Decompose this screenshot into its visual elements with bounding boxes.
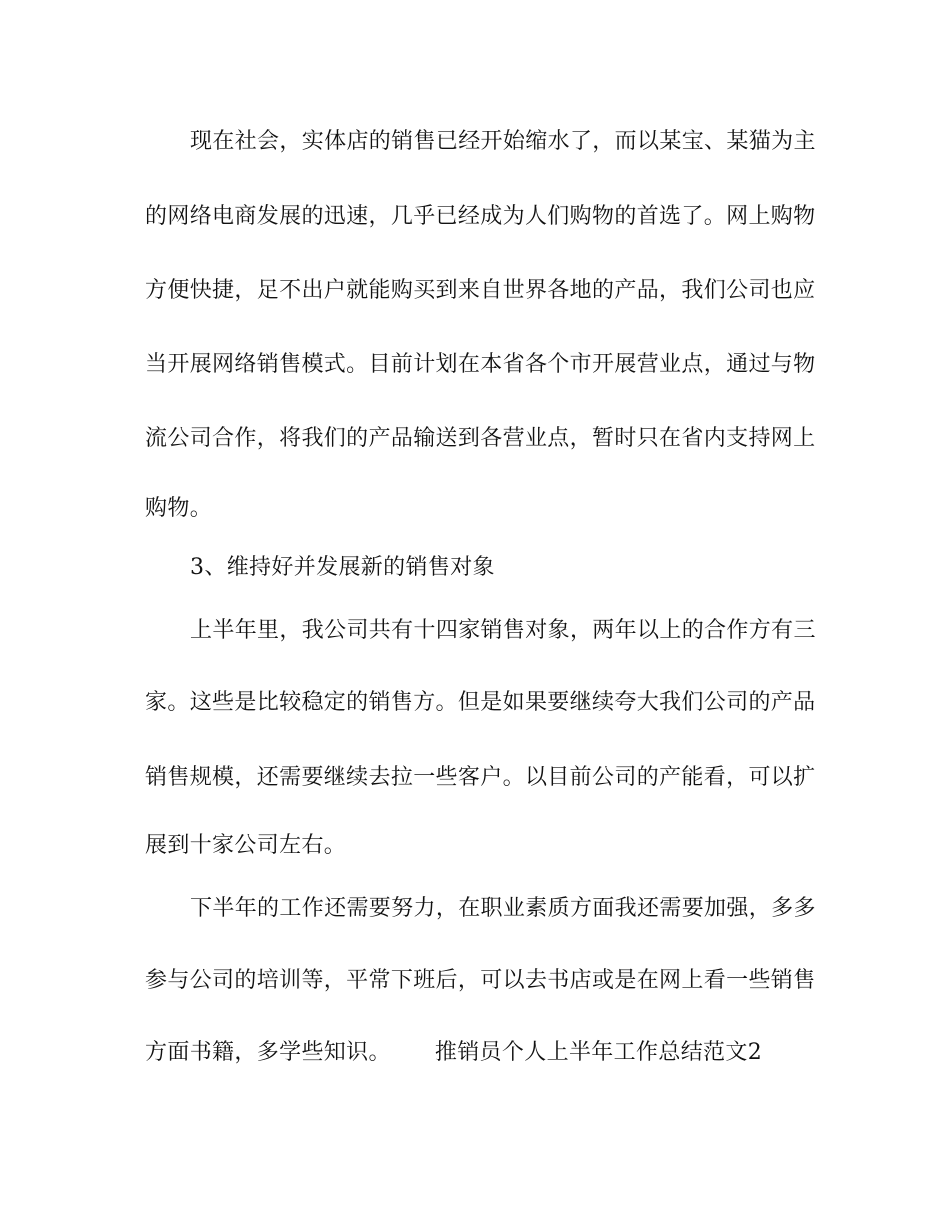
section-heading: 3、维持好并发展新的销售对象 xyxy=(190,555,495,580)
paragraph-line: 流公司合作，将我们的产品输送到各营业点，暂时只在省内支持网上 xyxy=(145,426,816,451)
paragraph-line: 下半年的工作还需要努力，在职业素质方面我还需要加强，多多 xyxy=(190,896,816,921)
next-article-title: 推销员个人上半年工作总结范文2 xyxy=(434,1040,763,1065)
paragraph-line: 销售规模，还需要继续去拉一些客户。以目前公司的产能看，可以扩 xyxy=(145,765,816,790)
paragraph-line: 参与公司的培训等，平常下班后，可以去书店或是在网上看一些销售 xyxy=(145,968,816,993)
paragraph-line-with-title xyxy=(145,1038,805,1068)
paragraph-line: 的网络电商发展的迅速，几乎已经成为人们购物的首选了。网上购物 xyxy=(145,204,816,229)
paragraph-line: 展到十家公司左右。 xyxy=(145,833,347,858)
paragraph-line: 方便快捷，足不出户就能购买到来自世界各地的产品，我们公司也应 xyxy=(145,278,816,303)
paragraph-line: 上半年里，我公司共有十四家销售对象，两年以上的合作方有三 xyxy=(190,618,816,643)
paragraph-line: 现在社会，实体店的销售已经开始缩水了，而以某宝、某猫为主 xyxy=(190,129,816,154)
paragraph-text: 方面书籍，多学些知识。 xyxy=(145,1040,391,1065)
paragraph-line: 购物。 xyxy=(145,496,213,521)
paragraph-line: 家。这些是比较稳定的销售方。但是如果要继续夸大我们公司的产品 xyxy=(145,690,816,715)
paragraph-line: 当开展网络销售模式。目前计划在本省各个市开展营业点，通过与物 xyxy=(145,352,816,377)
